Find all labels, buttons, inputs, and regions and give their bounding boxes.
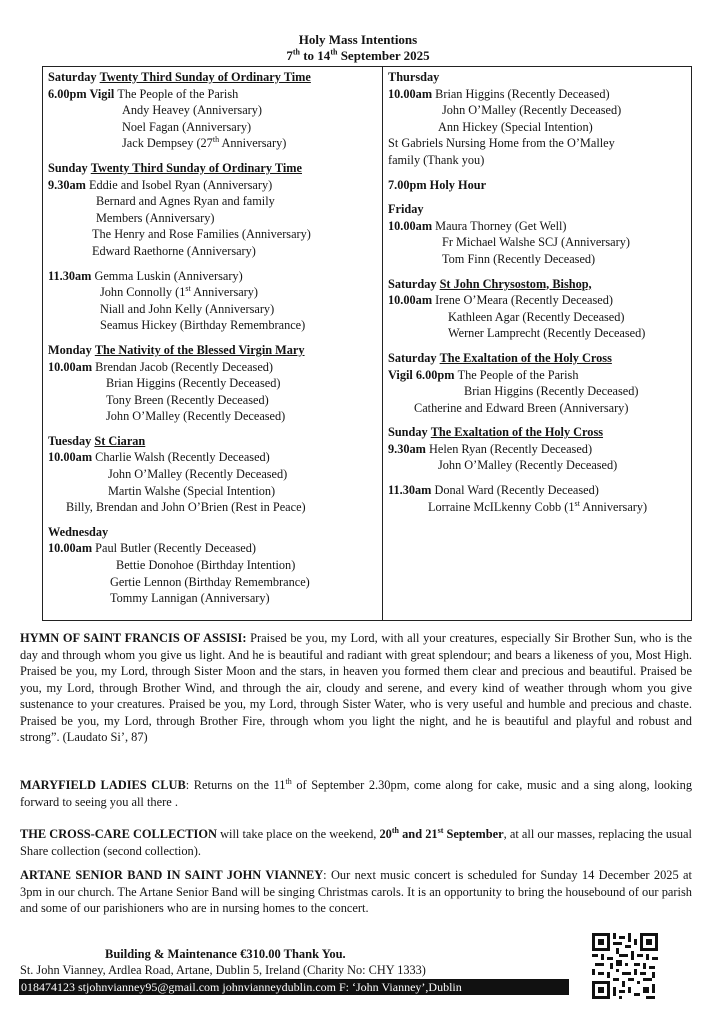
- intention-line: [388, 309, 690, 326]
- mass-time: 10.00am: [388, 293, 436, 308]
- intention-line: [388, 292, 690, 309]
- mass-time: Vigil 6.00pm: [388, 367, 458, 382]
- intention-line: [48, 590, 378, 607]
- intention-text: Bernard and Agnes Ryan and family: [96, 194, 275, 209]
- schedule-right-column: [388, 69, 690, 523]
- parish-address: St. John Vianney, Ardlea Road, Artane, Dublin 5, Ireland (Charity No: CHY 1333): [20, 963, 426, 977]
- day-name: Thursday: [388, 70, 440, 84]
- intention-line: [48, 301, 378, 318]
- mass-time: 10.00am: [48, 450, 96, 465]
- cross-care-text: will take place on the weekend, 20th and 21st September, at all our masses, replacing the usual Share collection (second collection).: [20, 825, 692, 858]
- intention-text: John O’Malley (Recently Deceased): [438, 458, 618, 473]
- intention-line: [388, 499, 690, 516]
- contact-bar: 018474123 stjohnvianney95@gmail.com johnvianneydublin.com F: ‘John Vianney’,Dublin: [19, 979, 569, 995]
- ladies-club-text: : Returns on the 11th of September 2.30pm, come along for cake, music and a sing along, looking forward to seeing you all there .: [20, 776, 693, 809]
- mass-time: 10.00am: [388, 218, 436, 233]
- header-dates: 7th to 14th September 2025: [286, 47, 430, 63]
- day-name: Saturday: [388, 276, 437, 291]
- intention-text: The People of the Parish: [457, 367, 579, 382]
- intention-line: [388, 367, 690, 384]
- cross-care-heading: THE CROSS-CARE COLLECTION: [20, 827, 217, 841]
- intention-line: [48, 466, 378, 483]
- mass-day-block: [48, 160, 378, 260]
- mass-day-block: [388, 350, 690, 416]
- mass-day-block: [388, 424, 690, 474]
- feast-name: The Exaltation of the Holy Cross: [439, 350, 612, 365]
- intention-text: Gemma Luskin (Anniversary): [94, 268, 243, 283]
- intention-text: Brian Higgins (Recently Deceased): [435, 86, 610, 101]
- intention-line: [48, 359, 378, 376]
- mass-time: 9.30am: [388, 441, 429, 456]
- mass-time: 6.00pm Vigil: [48, 86, 118, 101]
- intention-line: [48, 284, 378, 301]
- day-heading: [388, 424, 690, 441]
- day-heading: [48, 69, 378, 86]
- intention-text: Tony Breen (Recently Deceased): [106, 392, 269, 407]
- mass-day-block: [48, 524, 378, 607]
- intention-text: Noel Fagan (Anniversary): [122, 119, 252, 134]
- feast-name: The Nativity of the Blessed Virgin Mary: [94, 342, 305, 357]
- hymn-text: Praised be you, my Lord, with all your creatures, especially Sir Brother Sun, who is the day and through whom you give us light. And he is beautiful and radiant with great splendour; and bears a likeness of you, Most High. Praised be you, my Lord, through Sister Moon and the stars, in heaven you formed them clear and precious and beautiful. Praised be you, my Lord, through Brother Wind, and through the air, cloudy and serene, and every kind of weather through whom you give sustenance to your creatures. Praised be you, my Lord, through Sister Water, who is very useful and humble and precious and chaste. Praised be you, my Lord, through Brother Fire, through whom you light the night, and he is beautiful and playful and robust and strong”. (Laudato Si’, 87): [20, 631, 692, 744]
- day-heading: [48, 433, 378, 450]
- day-heading: [48, 524, 378, 541]
- intention-line: [388, 482, 690, 499]
- intention-text: Brian Higgins (Recently Deceased): [464, 384, 639, 399]
- intention-text: Martin Walshe (Special Intention): [108, 483, 276, 498]
- intention-line: [48, 408, 378, 425]
- mass-day-block: [48, 433, 378, 516]
- intention-line: [48, 540, 378, 557]
- intention-text: Members (Anniversary): [96, 210, 215, 225]
- ladies-club-heading: MARYFIELD LADIES CLUB: [20, 778, 186, 792]
- intention-line: [388, 177, 690, 194]
- intention-text: Edward Raethorne (Anniversary): [92, 243, 256, 258]
- intention-text: The People of the Parish: [117, 86, 239, 101]
- intention-line: [48, 483, 378, 500]
- building-maintenance-note: Building & Maintenance €310.00 Thank You.: [105, 947, 346, 961]
- artane-band-heading: ARTANE SENIOR BAND IN SAINT JOHN VIANNEY: [20, 868, 324, 882]
- intention-text: Kathleen Agar (Recently Deceased): [448, 309, 625, 324]
- intention-line: [388, 383, 690, 400]
- intention-line: [48, 375, 378, 392]
- intention-text: Jack Dempsey (27th Anniversary): [122, 135, 287, 151]
- cross-care-paragraph: [20, 826, 692, 859]
- intention-text: Catherine and Edward Breen (Anniversary): [414, 400, 629, 415]
- mass-time: 10.00am: [388, 86, 436, 101]
- day-name: Saturday: [48, 70, 97, 84]
- mass-day-block: [388, 177, 690, 194]
- intention-text: Andy Heavey (Anniversary): [122, 103, 262, 118]
- day-name: Sunday: [48, 160, 88, 175]
- intention-line: [48, 317, 378, 334]
- intention-line: [48, 135, 378, 152]
- intention-line: [48, 268, 378, 285]
- intention-line: [388, 234, 690, 251]
- day-heading: [388, 350, 690, 367]
- intention-text: Tom Finn (Recently Deceased): [442, 251, 596, 266]
- intention-line: [388, 400, 690, 417]
- intention-line: [388, 325, 690, 342]
- intention-line: [388, 102, 690, 119]
- intention-text: Seamus Hickey (Birthday Remembrance): [100, 318, 306, 333]
- intention-line: [48, 86, 378, 103]
- column-divider: [382, 67, 383, 620]
- intention-text: Tommy Lannigan (Anniversary): [110, 591, 270, 606]
- intention-text: John O’Malley (Recently Deceased): [442, 103, 622, 118]
- header-title: Holy Mass Intentions: [298, 32, 418, 47]
- intention-line: [48, 557, 378, 574]
- intention-text: Donal Ward (Recently Deceased): [434, 483, 599, 498]
- day-heading: [48, 160, 378, 177]
- intention-text: Eddie and Isobel Ryan (Anniversary): [89, 177, 273, 192]
- intention-text: Fr Michael Walshe SCJ (Anniversary): [442, 235, 630, 250]
- mass-schedule-table: [42, 66, 692, 621]
- intention-text: Bettie Donohoe (Birthday Intention): [116, 558, 296, 573]
- intention-text: Brendan Jacob (Recently Deceased): [95, 359, 274, 374]
- intention-line: [48, 226, 378, 243]
- mass-time: 7.00pm Holy Hour: [388, 177, 487, 192]
- day-heading: [388, 69, 690, 86]
- day-name: Sunday: [388, 425, 428, 440]
- qr-code-icon[interactable]: [592, 933, 658, 999]
- intention-line: [388, 218, 690, 235]
- intention-line: [48, 102, 378, 119]
- intention-line: [48, 193, 378, 210]
- mass-day-block: [48, 342, 378, 425]
- feast-name: St Ciaran: [94, 433, 146, 448]
- intention-line: [48, 449, 378, 466]
- intention-line: [388, 152, 690, 169]
- intention-line: [388, 251, 690, 268]
- artane-band-text: : Our next music concert is scheduled for Sunday 14 December 2025 at 3pm in our church. The Artane Senior Band will be singing Christmas carols. It is an opportunity to bring the housebound of our parish and some of our parishioners who are in nursing homes to the concert.: [20, 868, 692, 915]
- day-heading: [388, 201, 690, 218]
- intention-text: Niall and John Kelly (Anniversary): [100, 301, 275, 316]
- intention-line: [388, 86, 690, 103]
- mass-time: 11.30am: [388, 483, 435, 498]
- intention-text: Irene O’Meara (Recently Deceased): [435, 293, 613, 308]
- intention-text: St Gabriels Nursing Home from the O’Malley: [388, 136, 615, 151]
- hymn-heading: HYMN OF SAINT FRANCIS OF ASSISI:: [20, 631, 247, 645]
- mass-day-block: [388, 482, 690, 515]
- intention-text: Maura Thorney (Get Well): [435, 218, 567, 233]
- intention-text: John Connolly (1st Anniversary): [100, 284, 259, 300]
- mass-day-block: [388, 201, 690, 267]
- intention-line: [48, 392, 378, 409]
- intention-text: Lorraine McILkenny Cobb (1st Anniversary): [428, 498, 648, 514]
- mass-time: 10.00am: [48, 359, 96, 374]
- intention-text: Gertie Lennon (Birthday Remembrance): [110, 574, 310, 589]
- intention-text: Billy, Brendan and John O’Brien (Rest in Peace): [66, 500, 306, 515]
- day-heading: [48, 342, 378, 359]
- day-name: Wednesday: [48, 524, 109, 539]
- feast-name: Twenty Third Sunday of Ordinary Time: [90, 160, 302, 175]
- schedule-left-column: [48, 69, 378, 615]
- intention-text: Werner Lamprecht (Recently Deceased): [448, 326, 646, 341]
- mass-day-block: [388, 276, 690, 342]
- intention-text: Brian Higgins (Recently Deceased): [106, 376, 281, 391]
- intention-line: [48, 574, 378, 591]
- mass-time: 9.30am: [48, 177, 89, 192]
- feast-name: Twenty Third Sunday of Ordinary Time: [99, 70, 311, 84]
- intention-line: [388, 135, 690, 152]
- mass-time: 11.30am: [48, 268, 95, 283]
- day-heading: [388, 276, 690, 293]
- feast-name: The Exaltation of the Holy Cross: [430, 425, 604, 440]
- hymn-paragraph: [20, 630, 692, 746]
- feast-name: St John Chrysostom, Bishop,: [439, 276, 592, 291]
- artane-band-paragraph: [20, 867, 692, 917]
- intention-text: John O’Malley (Recently Deceased): [108, 467, 288, 482]
- intention-text: Helen Ryan (Recently Deceased): [429, 441, 593, 456]
- intention-line: [48, 243, 378, 260]
- intention-text: Ann Hickey (Special Intention): [438, 119, 593, 134]
- day-name: Monday: [48, 342, 92, 357]
- mass-time: 10.00am: [48, 541, 96, 556]
- intention-text: The Henry and Rose Families (Anniversary): [92, 227, 311, 242]
- intention-line: [48, 210, 378, 227]
- mass-day-block: [388, 69, 690, 169]
- mass-intentions-header: [0, 32, 716, 64]
- ladies-club-paragraph: [20, 777, 692, 810]
- intention-text: John O’Malley (Recently Deceased): [106, 409, 286, 424]
- mass-day-block: [48, 268, 378, 334]
- intention-text: family (Thank you): [388, 152, 485, 167]
- intention-line: [48, 499, 378, 516]
- mass-day-block: [48, 69, 378, 152]
- intention-text: Paul Butler (Recently Deceased): [95, 541, 256, 556]
- day-name: Tuesday: [48, 433, 92, 448]
- intention-line: [48, 177, 378, 194]
- intention-line: [48, 119, 378, 136]
- intention-text: Charlie Walsh (Recently Deceased): [95, 450, 270, 465]
- intention-line: [388, 119, 690, 136]
- intention-line: [388, 441, 690, 458]
- day-name: Friday: [388, 202, 424, 217]
- day-name: Saturday: [388, 350, 437, 365]
- intention-line: [388, 457, 690, 474]
